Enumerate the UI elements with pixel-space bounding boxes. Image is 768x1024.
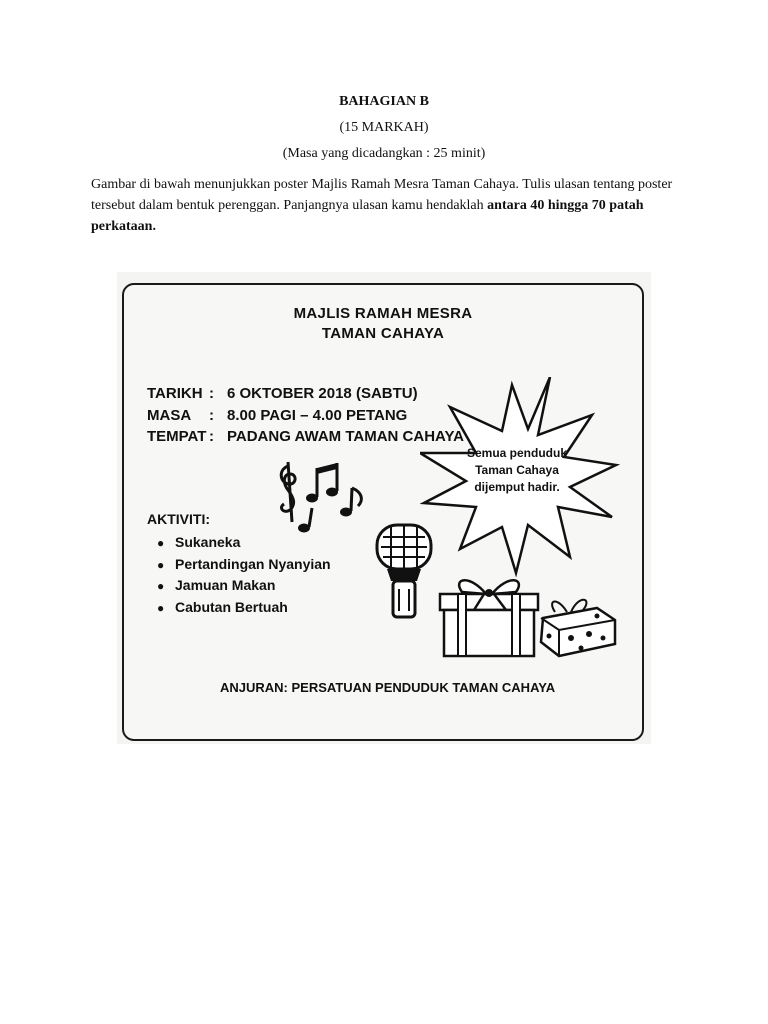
gift-box-small-icon: [537, 590, 619, 660]
instruction-text: Gambar di bawah menunjukkan poster Majlis Ramah Mesra Taman Cahaya. Tulis ulasan tentang poster tersebut dalam bentuk perenggan. Panjangnya ulasan kamu hendaklah: [91, 177, 673, 213]
instruction-paragraph: [91, 174, 691, 237]
list-item: [157, 554, 331, 576]
bullet-icon: ●: [157, 536, 165, 550]
info-label: MASA: [147, 407, 192, 424]
starburst-line1: Semua penduduk: [466, 446, 567, 460]
section-marks: (15 MARKAH): [339, 120, 429, 135]
poster: [122, 283, 644, 741]
info-colon: :: [209, 385, 214, 402]
activity-label: Cabutan Bertuah: [175, 598, 288, 615]
info-colon: :: [209, 428, 214, 445]
section-time: (Masa yang dicadangkan : 25 minit): [282, 146, 486, 161]
starburst-line2: Taman Cahaya: [475, 463, 559, 477]
activity-label: Sukaneka: [175, 534, 241, 550]
section-title: BAHAGIAN B: [339, 94, 429, 109]
info-row-place: [147, 428, 464, 445]
info-row-time: [147, 407, 407, 424]
activity-label: Pertandingan Nyanyian: [175, 555, 331, 572]
poster-title-line2: TAMAN CAHAYA: [321, 325, 445, 342]
activities-heading: AKTIVITI:: [147, 511, 210, 527]
starburst-line3: dijemput hadir.: [474, 480, 560, 494]
info-colon: :: [209, 407, 214, 424]
info-label: TEMPAT: [147, 428, 207, 445]
info-row-date: [147, 385, 418, 402]
instruction-bold: antara 40 hingga 70 patah perkataan.: [91, 198, 644, 234]
organizer-text: ANJURAN: PERSATUAN PENDUDUK TAMAN CAHAYA: [220, 680, 556, 695]
poster-title-line1: MAJLIS RAMAH MESRA: [293, 305, 473, 322]
info-value: 8.00 PAGI – 4.00 PETANG: [227, 407, 408, 424]
bullet-icon: ●: [157, 579, 165, 593]
info-label: TARIKH: [147, 385, 203, 402]
bullet-icon: ●: [157, 557, 165, 572]
list-item: [157, 532, 331, 554]
info-value: 6 OKTOBER 2018 (SABTU): [227, 385, 418, 402]
list-item: [157, 597, 331, 619]
activity-label: Jamuan Makan: [175, 577, 276, 593]
list-item: [157, 575, 331, 597]
bullet-icon: ●: [157, 600, 165, 615]
music-notes-icon: [274, 460, 374, 540]
starburst-text: [442, 445, 592, 496]
info-value: PADANG AWAM TAMAN CAHAYA: [227, 428, 464, 445]
gift-box-icon: [434, 570, 544, 660]
activities-list: [157, 532, 331, 618]
microphone-icon: [369, 517, 439, 627]
